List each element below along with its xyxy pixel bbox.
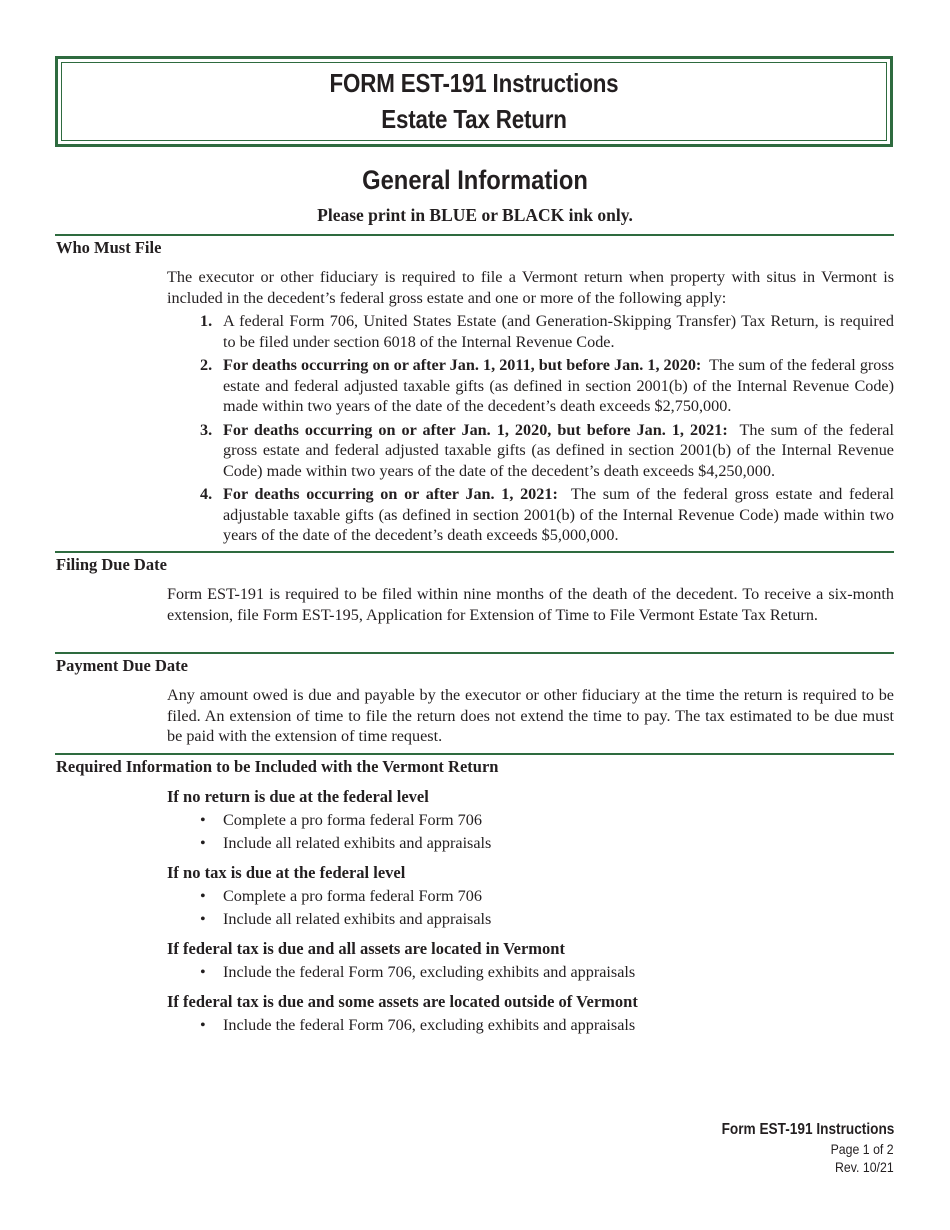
bullet-item	[200, 909, 491, 929]
general-information-heading: General Information	[362, 165, 588, 195]
bullet-text: Complete a pro forma federal Form 706	[223, 887, 482, 905]
footer-page-number: Page 1 of 2	[830, 1141, 894, 1157]
footer-revision: Rev. 10/21	[835, 1159, 894, 1175]
list-item	[167, 311, 894, 352]
section-divider	[55, 753, 894, 755]
list-item-text: A federal Form 706, United States Estate (and Generation-Skipping Transfer) Tax Return, is required to be filed under section 6018 of the Internal Revenue Code.	[223, 312, 894, 351]
list-item	[167, 420, 894, 482]
form-title: FORM EST-191 Instructions	[329, 68, 619, 98]
list-item-number: 3.	[200, 420, 213, 439]
bullet-text: Include all related exhibits and appraisals	[223, 834, 492, 852]
list-item-lead: For deaths occurring on or after Jan. 1, 2011, but before Jan. 1, 2020:	[223, 356, 702, 374]
form-title-box	[55, 56, 893, 147]
list-item-number: 4.	[200, 485, 213, 503]
list-item	[167, 355, 894, 417]
list-item-text: The sum of the federal gross estate and federal adjustable taxable gifts (as defined in section 2001(b) of the Internal Revenue Code) made within two years of the date of the decedent’s death exceeds $5,000,000.	[223, 485, 894, 544]
section-divider	[55, 234, 894, 236]
payment-due-date-heading: Payment Due Date	[56, 656, 188, 675]
required-info-group-title: If federal tax is due and all assets are located in Vermont	[167, 939, 565, 958]
bullet-icon: •	[200, 910, 206, 928]
list-item-lead: For deaths occurring on or after Jan. 1, 2021:	[223, 485, 558, 503]
form-subtitle: Estate Tax Return	[381, 104, 567, 134]
bullet-item	[200, 833, 491, 853]
filing-due-date-heading: Filing Due Date	[56, 555, 167, 574]
bullet-item	[200, 1015, 635, 1035]
print-ink-note: Please print in BLUE or BLACK ink only.	[317, 205, 633, 225]
payment-due-date-text: Any amount owed is due and payable by the executor or other fiduciary at the time the return is required to be filed. An extension of time to file the return does not extend the time to pay. The tax estimated to be due must be paid with the extension of time request.	[167, 686, 894, 745]
list-item-text: The sum of the federal gross estate and federal adjusted taxable gifts (as defined in section 2001(b) of the Internal Revenue Code) made within two years of the date of the decedent’s death exceeds $2,750,000.	[223, 356, 894, 415]
required-info-heading: Required Information to be Included with the Vermont Return	[56, 757, 499, 776]
who-must-file-intro: The executor or other fiduciary is required to file a Vermont return when property with situs in Vermont is included in the decedent’s federal gross estate and one or more of the following apply:	[167, 268, 894, 307]
list-item	[167, 484, 894, 546]
required-info-group-title: If no return is due at the federal level	[167, 787, 429, 806]
required-info-group-title: If no tax is due at the federal level	[167, 863, 406, 882]
bullet-item	[200, 886, 482, 906]
bullet-text: Include the federal Form 706, excluding exhibits and appraisals	[223, 1016, 636, 1034]
list-item-lead: For deaths occurring on or after Jan. 1, 2020, but before Jan. 1, 2021:	[223, 420, 728, 439]
footer-form-name: Form EST-191 Instructions	[721, 1121, 894, 1138]
bullet-icon: •	[200, 963, 206, 981]
list-item-text: The sum of the federal gross estate and federal adjusted taxable gifts (as defined in section 2001(b) of the Internal Revenue Code) made within two years of the date of the decedent’s death exceeds $4,250,000.	[223, 420, 894, 480]
filing-due-date-text: Form EST-191 is required to be filed within nine months of the death of the decedent. To receive a six-month extension, file Form EST-195, Application for Extension of Time to File Vermont Estate Tax Return.	[167, 585, 894, 624]
section-divider	[55, 551, 894, 553]
bullet-item	[200, 810, 482, 830]
bullet-text: Include all related exhibits and appraisals	[223, 910, 492, 928]
who-must-file-list	[167, 311, 894, 549]
required-info-group-title: If federal tax is due and some assets are located outside of Vermont	[167, 992, 638, 1011]
list-item-number: 2.	[200, 356, 213, 374]
bullet-icon: •	[200, 834, 206, 852]
section-divider	[55, 652, 894, 654]
bullet-icon: •	[200, 1016, 206, 1034]
bullet-icon: •	[200, 811, 206, 829]
bullet-text: Include the federal Form 706, excluding exhibits and appraisals	[223, 963, 636, 981]
list-item-number: 1.	[200, 312, 213, 330]
bullet-icon: •	[200, 887, 206, 905]
bullet-item	[200, 962, 635, 982]
who-must-file-heading: Who Must File	[56, 238, 162, 257]
bullet-text: Complete a pro forma federal Form 706	[223, 811, 482, 829]
